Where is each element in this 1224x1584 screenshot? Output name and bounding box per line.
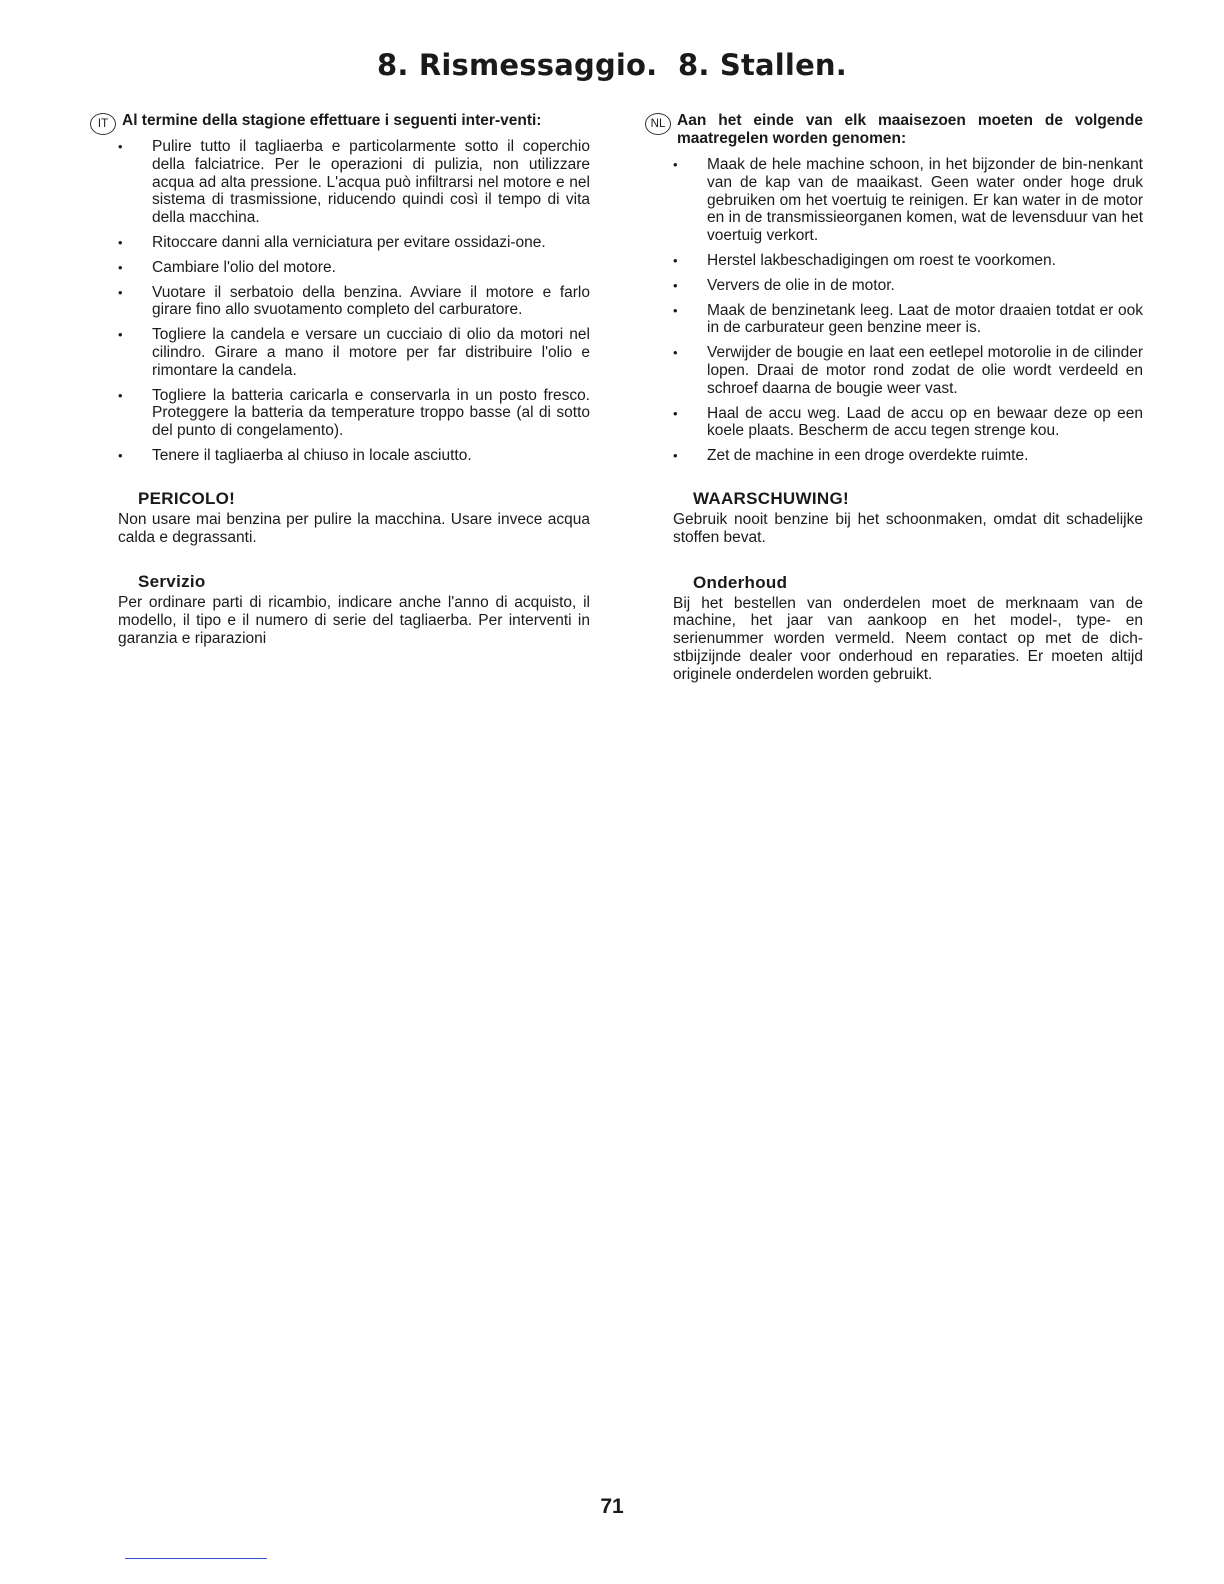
bullet-icon: • <box>673 302 678 318</box>
dutch-steps-list <box>645 156 1143 465</box>
warning-heading: PERICOLO! <box>138 488 236 508</box>
warning-text: Non usare mai benzina per pulire la macchina. Usare invece acqua calda e degrassanti. <box>118 510 590 546</box>
dutch-warning-section <box>673 489 1143 547</box>
bullet-icon: • <box>118 259 123 275</box>
bullet-icon: • <box>673 157 678 172</box>
italian-intro-text: Al termine della stagione effettuare i seguenti inter-venti: <box>122 112 542 129</box>
footer-divider <box>125 1558 267 1559</box>
bullet-icon: • <box>118 447 123 463</box>
list-item: • Haal de accu weg. Laad de accu op en bewaar deze op een koele plaats. Bescherm de accu tegen strenge kou. <box>673 404 1143 440</box>
dutch-intro-text: Aan het einde van elk maaisezoen moeten de volgende maatregelen worden genomen: <box>677 112 1143 147</box>
list-item: • Verwijder de bougie en laat een eetlepel motorolie in de cilinder lopen. Draai de motor rond zodat de olie wordt verdeeld en schroef daarna de bougie weer vast. <box>673 344 1143 397</box>
italian-steps-list <box>90 138 590 465</box>
italian-warning-section <box>118 489 590 547</box>
bullet-icon: • <box>673 405 678 421</box>
italian-intro <box>90 112 590 130</box>
bullet-icon: • <box>673 345 678 361</box>
service-text: Per ordinare parti di ricambio, indicare anche l'anno di acquisto, il modello, il tipo e il numero di serie del tagliaerba. Per interventi in garanzia e riparazioni <box>118 594 590 647</box>
service-heading: Servizio <box>138 572 206 592</box>
page-number: 71 <box>600 1495 624 1518</box>
list-item: • Cambiare l'olio del motore. <box>118 258 336 276</box>
bullet-icon: • <box>673 448 678 464</box>
list-item: • Vuotare il serbatoio della benzina. Avviare il motore e farlo girare fino allo svuotamento completo del carburatore. <box>118 283 590 319</box>
list-item: • Herstel lakbeschadigingen om roest te voorkomen. <box>673 251 1056 269</box>
list-item: • Togliere la candela e versare un cucciaio di olio da motori nel cilindro. Girare a mano il motore per far distribuire l'olio e rimontare la candela. <box>118 326 590 379</box>
bullet-icon: • <box>118 327 123 343</box>
language-badge-it: IT <box>90 113 116 135</box>
service-heading: Onderhoud <box>693 572 788 592</box>
dutch-column <box>645 112 1143 684</box>
list-item: • Zet de machine in een droge overdekte ruimte. <box>673 447 1029 465</box>
bullet-icon: • <box>118 139 123 154</box>
list-item: • Maak de benzinetank leeg. Laat de motor draaien totdat er ook in de carburateur geen benzine meer is. <box>673 301 1143 337</box>
service-text: Bij het bestellen van onderdelen moet de merknaam van de machine, het jaar van aankoop en het model-, type- en serienummer worden vermeld. Neem contact op met de dich-stbijzijnde dealer voor onderhoud en reparaties. Er moeten altijd originele onderdelen worden gebruikt. <box>673 594 1143 683</box>
language-badge-nl: NL <box>645 113 671 135</box>
list-item: • Tenere il tagliaerba al chiuso in locale asciutto. <box>118 446 472 464</box>
bullet-icon: • <box>118 387 123 403</box>
list-item: • Togliere la batteria caricarla e conservarla in un posto fresco. Proteggere la batteria da temperature troppo basse (al di sotto del punto di congelamento). <box>118 386 590 440</box>
list-item: • Ververs de olie in de motor. <box>673 276 895 294</box>
list-item: • Ritoccare danni alla verniciatura per evitare ossidazi-one. <box>118 233 546 251</box>
italian-service-section <box>118 572 590 647</box>
bullet-icon: • <box>673 252 678 268</box>
dutch-service-section <box>673 573 1143 684</box>
italian-column <box>90 112 590 648</box>
warning-text: Gebruik nooit benzine bij het schoonmaken, omdat dit schadelijke stoffen bevat. <box>673 510 1143 546</box>
warning-heading: WAARSCHUWING! <box>693 488 849 508</box>
bullet-icon: • <box>118 284 123 300</box>
bullet-icon: • <box>673 277 678 293</box>
dutch-intro <box>645 112 1143 148</box>
list-item: • Maak de hele machine schoon, in het bijzonder de bin-nenkant van de kap van de maaikast. Geen water onder hoge druk gebruiken om het voertuig te reinigen. Er kan water in de motor en in de transmissieorganen komen, wat de levensduur van het voertuig verkort. <box>673 156 1143 245</box>
list-item: • Pulire tutto il tagliaerba e particolarmente sotto il coperchio della falciatrice. Per le operazioni di pulizia, non utilizzare acqua ad alta pressione. L'acqua può infiltrarsi nel motore e nel sistema di trasmissione, riducendo quindi così il tempo di vita della macchina. <box>118 138 590 227</box>
page-title: 8. Rismessaggio. 8. Stallen. <box>376 48 847 82</box>
bullet-icon: • <box>118 234 123 250</box>
